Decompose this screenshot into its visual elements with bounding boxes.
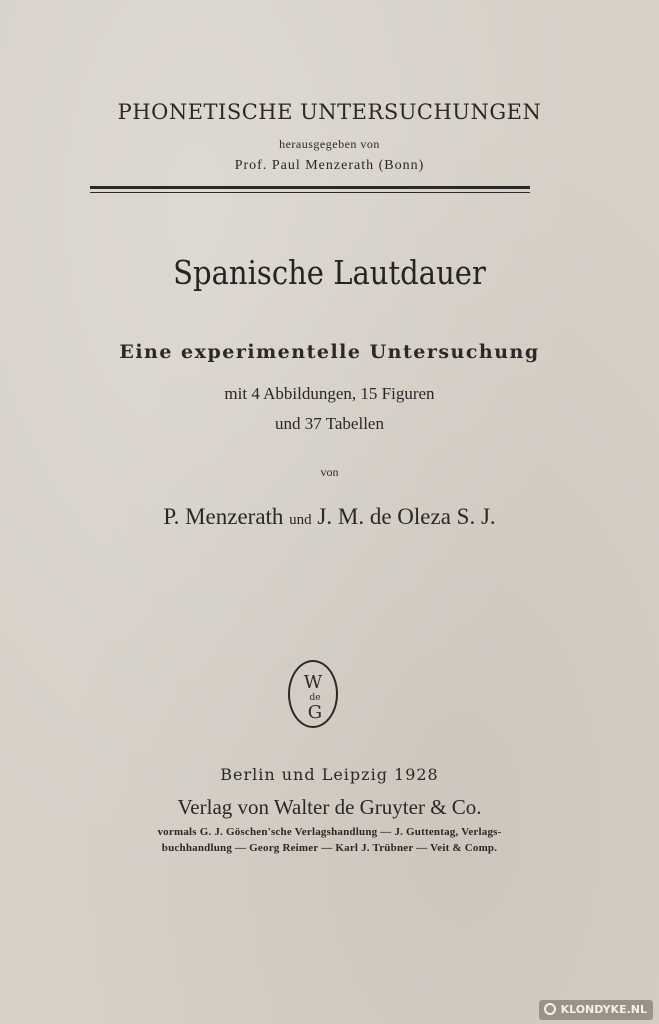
author-2: J. M. de Oleza S. J. — [317, 504, 496, 529]
watermark — [539, 1000, 653, 1020]
place-and-year: Berlin und Leipzig 1928 — [220, 765, 439, 784]
watermark-icon — [544, 1003, 556, 1015]
illustrations-line-1: mit 4 Abbildungen, 15 Figuren — [224, 384, 435, 403]
watermark-text: KLONDYKE.NL — [560, 1003, 647, 1016]
by-label: von — [320, 465, 339, 479]
illustrations-line-2: und 37 Tabellen — [275, 414, 384, 433]
book-subtitle: Eine experimentelle Untersuchung — [119, 341, 540, 363]
editor-name: Prof. Paul Menzerath (Bonn) — [234, 158, 425, 173]
svg-text:de: de — [309, 693, 321, 703]
authors-conjunction: und — [289, 512, 312, 528]
publisher-history-line-1: vormals G. J. Göschen'sche Verlagshandlung — J. Guttentag, Verlags- — [157, 826, 502, 838]
header-rule-thick — [90, 186, 530, 189]
svg-text:W: W — [303, 672, 323, 693]
publisher-logo — [288, 660, 338, 728]
publisher-name: Verlag von Walter de Gruyter & Co. — [177, 795, 482, 819]
editor-label: herausgegeben von — [279, 137, 380, 151]
book-title: Spanische Lautdauer — [173, 253, 486, 292]
publisher-history-line-2: buchhandlung — Georg Reimer — Karl J. Trübner — Veit & Comp. — [161, 842, 498, 854]
authors — [0, 504, 659, 530]
header-rule-thin — [90, 192, 530, 193]
svg-text:G: G — [307, 702, 323, 723]
series-title: PHONETISCHE UNTERSUCHUNGEN — [117, 100, 542, 124]
publisher-monogram-icon — [290, 662, 336, 726]
author-1: P. Menzerath — [163, 504, 284, 529]
